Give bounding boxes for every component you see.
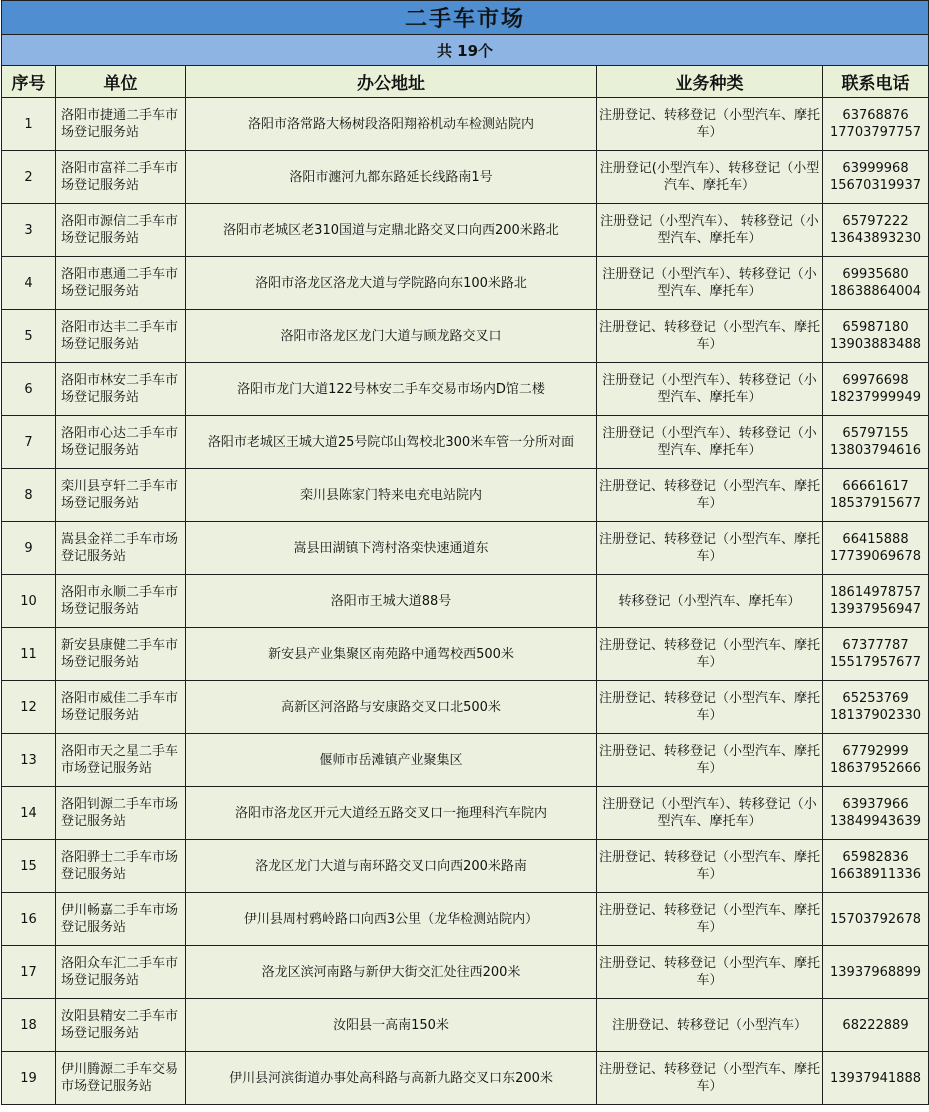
cell-address: 新安县产业集聚区南苑路中通驾校西500米 <box>186 628 597 681</box>
cell-no: 11 <box>2 628 56 681</box>
table-row <box>2 946 929 999</box>
cell-phone: 69935680 18638864004 <box>823 257 929 310</box>
cell-unit: 洛阳市心达二手车市场登记服务站 <box>56 416 186 469</box>
cell-business: 注册登记（小型汽车）、 转移登记（小型汽车、摩托车） <box>597 204 823 257</box>
cell-no: 7 <box>2 416 56 469</box>
table-row <box>2 787 929 840</box>
cell-business: 注册登记（小型汽车）、转移登记（小型汽车、摩托车） <box>597 257 823 310</box>
cell-unit: 洛阳市天之星二手车市场登记服务站 <box>56 734 186 787</box>
cell-business: 注册登记（小型汽车）、转移登记（小型汽车、摩托车） <box>597 363 823 416</box>
cell-address: 洛龙区滨河南路与新伊大街交汇处往西200米 <box>186 946 597 999</box>
cell-address: 洛阳市洛龙区洛龙大道与学院路向东100米路北 <box>186 257 597 310</box>
column-header-phone: 联系电话 <box>823 66 929 98</box>
cell-unit: 洛阳市永顺二手车市场登记服务站 <box>56 575 186 628</box>
cell-phone: 13937941888 <box>823 1052 929 1105</box>
table-row <box>2 98 929 151</box>
cell-phone: 65982836 16638911336 <box>823 840 929 893</box>
cell-address: 洛阳市王城大道88号 <box>186 575 597 628</box>
cell-phone: 15703792678 <box>823 893 929 946</box>
column-header-unit: 单位 <box>56 66 186 98</box>
table-row <box>2 469 929 522</box>
cell-unit: 洛阳市威佳二手车市场登记服务站 <box>56 681 186 734</box>
cell-unit: 新安县康健二手车市场登记服务站 <box>56 628 186 681</box>
cell-address: 洛阳市洛龙区龙门大道与顾龙路交叉口 <box>186 310 597 363</box>
table-row <box>2 363 929 416</box>
market-table <box>1 0 929 1105</box>
cell-unit: 洛阳市惠通二手车市场登记服务站 <box>56 257 186 310</box>
cell-business: 注册登记、转移登记（小型汽车、摩托车） <box>597 734 823 787</box>
cell-unit: 洛阳骅士二手车市场登记服务站 <box>56 840 186 893</box>
cell-business: 注册登记（小型汽车）、转移登记（小型汽车、摩托车） <box>597 787 823 840</box>
cell-phone: 65797155 13803794616 <box>823 416 929 469</box>
table-row <box>2 840 929 893</box>
cell-no: 19 <box>2 1052 56 1105</box>
cell-address: 高新区河洛路与安康路交叉口北500米 <box>186 681 597 734</box>
cell-address: 洛阳市洛龙区开元大道经五路交叉口一拖理科汽车院内 <box>186 787 597 840</box>
cell-no: 16 <box>2 893 56 946</box>
count-row <box>2 35 929 66</box>
cell-business: 注册登记、转移登记（小型汽车、摩托车） <box>597 681 823 734</box>
header-row <box>2 66 929 98</box>
table-row <box>2 681 929 734</box>
cell-phone: 67792999 18637952666 <box>823 734 929 787</box>
column-header-no: 序号 <box>2 66 56 98</box>
cell-address: 洛阳市洛常路大杨树段洛阳翔裕机动车检测站院内 <box>186 98 597 151</box>
cell-business: 注册登记、转移登记（小型汽车、摩托车） <box>597 469 823 522</box>
cell-business: 注册登记、转移登记（小型汽车、摩托车） <box>597 310 823 363</box>
cell-unit: 汝阳县精安二手车市场登记服务站 <box>56 999 186 1052</box>
cell-phone: 18614978757 13937956947 <box>823 575 929 628</box>
cell-no: 6 <box>2 363 56 416</box>
cell-address: 伊川县周村鸦岭路口向西3公里（龙华检测站院内） <box>186 893 597 946</box>
cell-address: 洛阳市老城区老310国道与定鼎北路交叉口向西200米路北 <box>186 204 597 257</box>
cell-phone: 66661617 18537915677 <box>823 469 929 522</box>
cell-phone: 69976698 18237999949 <box>823 363 929 416</box>
cell-business: 注册登记、转移登记（小型汽车） <box>597 999 823 1052</box>
table-row <box>2 416 929 469</box>
cell-unit: 栾川县亨轩二手车市场登记服务站 <box>56 469 186 522</box>
table-body <box>2 98 929 1105</box>
table-row <box>2 628 929 681</box>
table-row <box>2 893 929 946</box>
cell-unit: 洛阳市达丰二手车市场登记服务站 <box>56 310 186 363</box>
cell-no: 8 <box>2 469 56 522</box>
column-header-address: 办公地址 <box>186 66 597 98</box>
cell-address: 洛龙区龙门大道与南环路交叉口向西200米路南 <box>186 840 597 893</box>
cell-unit: 洛阳市林安二手车市场登记服务站 <box>56 363 186 416</box>
table-row <box>2 734 929 787</box>
cell-no: 4 <box>2 257 56 310</box>
cell-phone: 65987180 13903883488 <box>823 310 929 363</box>
column-header-business: 业务种类 <box>597 66 823 98</box>
cell-business: 注册登记(小型汽车）、转移登记（小型汽车、摩托车） <box>597 151 823 204</box>
cell-unit: 嵩县金祥二手车市场登记服务站 <box>56 522 186 575</box>
cell-no: 15 <box>2 840 56 893</box>
cell-address: 偃师市岳滩镇产业聚集区 <box>186 734 597 787</box>
cell-no: 12 <box>2 681 56 734</box>
cell-phone: 68222889 <box>823 999 929 1052</box>
cell-business: 注册登记、转移登记（小型汽车、摩托车） <box>597 1052 823 1105</box>
table-row <box>2 257 929 310</box>
cell-business: 注册登记、转移登记（小型汽车、摩托车） <box>597 840 823 893</box>
title-row <box>2 1 929 35</box>
table-row <box>2 1052 929 1105</box>
cell-unit: 洛阳市源信二手车市场登记服务站 <box>56 204 186 257</box>
table-row <box>2 575 929 628</box>
cell-no: 17 <box>2 946 56 999</box>
cell-no: 3 <box>2 204 56 257</box>
cell-address: 洛阳市老城区王城大道25号院邙山驾校北300米车管一分所对面 <box>186 416 597 469</box>
cell-address: 洛阳市龙门大道122号林安二手车交易市场内D馆二楼 <box>186 363 597 416</box>
cell-address: 嵩县田湖镇下湾村洛栾快速通道东 <box>186 522 597 575</box>
table-row <box>2 999 929 1052</box>
cell-phone: 63999968 15670319937 <box>823 151 929 204</box>
cell-business: 注册登记（小型汽车）、转移登记（小型汽车、摩托车） <box>597 416 823 469</box>
cell-address: 洛阳市瀍河九都东路延长线路南1号 <box>186 151 597 204</box>
cell-unit: 洛阳市捷通二手车市场登记服务站 <box>56 98 186 151</box>
record-count: 共 19个 <box>2 35 929 66</box>
cell-phone: 65797222 13643893230 <box>823 204 929 257</box>
cell-no: 9 <box>2 522 56 575</box>
cell-phone: 63937966 13849943639 <box>823 787 929 840</box>
cell-address: 汝阳县一高南150米 <box>186 999 597 1052</box>
table-row <box>2 522 929 575</box>
cell-business: 注册登记、转移登记（小型汽车、摩托车） <box>597 98 823 151</box>
cell-unit: 伊川畅嘉二手车市场登记服务站 <box>56 893 186 946</box>
cell-business: 注册登记、转移登记（小型汽车、摩托车） <box>597 628 823 681</box>
cell-no: 2 <box>2 151 56 204</box>
cell-phone: 65253769 18137902330 <box>823 681 929 734</box>
cell-no: 5 <box>2 310 56 363</box>
cell-unit: 洛阳钊源二手车市场登记服务站 <box>56 787 186 840</box>
cell-unit: 洛阳众车汇二手车市场登记服务站 <box>56 946 186 999</box>
table-row <box>2 310 929 363</box>
cell-no: 1 <box>2 98 56 151</box>
cell-phone: 67377787 15517957677 <box>823 628 929 681</box>
cell-business: 注册登记、转移登记（小型汽车、摩托车） <box>597 946 823 999</box>
cell-phone: 63768876 17703797757 <box>823 98 929 151</box>
cell-no: 14 <box>2 787 56 840</box>
cell-address: 伊川县河滨街道办事处高科路与高新九路交叉口东200米 <box>186 1052 597 1105</box>
cell-no: 10 <box>2 575 56 628</box>
cell-phone: 13937968899 <box>823 946 929 999</box>
table-row <box>2 151 929 204</box>
cell-business: 注册登记、转移登记（小型汽车、摩托车） <box>597 522 823 575</box>
cell-unit: 洛阳市富祥二手车市场登记服务站 <box>56 151 186 204</box>
cell-unit: 伊川腾源二手车交易市场登记服务站 <box>56 1052 186 1105</box>
cell-phone: 66415888 17739069678 <box>823 522 929 575</box>
cell-business: 转移登记（小型汽车、摩托车） <box>597 575 823 628</box>
cell-address: 栾川县陈家门特来电充电站院内 <box>186 469 597 522</box>
table-title: 二手车市场 <box>2 1 929 35</box>
cell-no: 18 <box>2 999 56 1052</box>
table-row <box>2 204 929 257</box>
cell-business: 注册登记、转移登记（小型汽车、摩托车） <box>597 893 823 946</box>
cell-no: 13 <box>2 734 56 787</box>
